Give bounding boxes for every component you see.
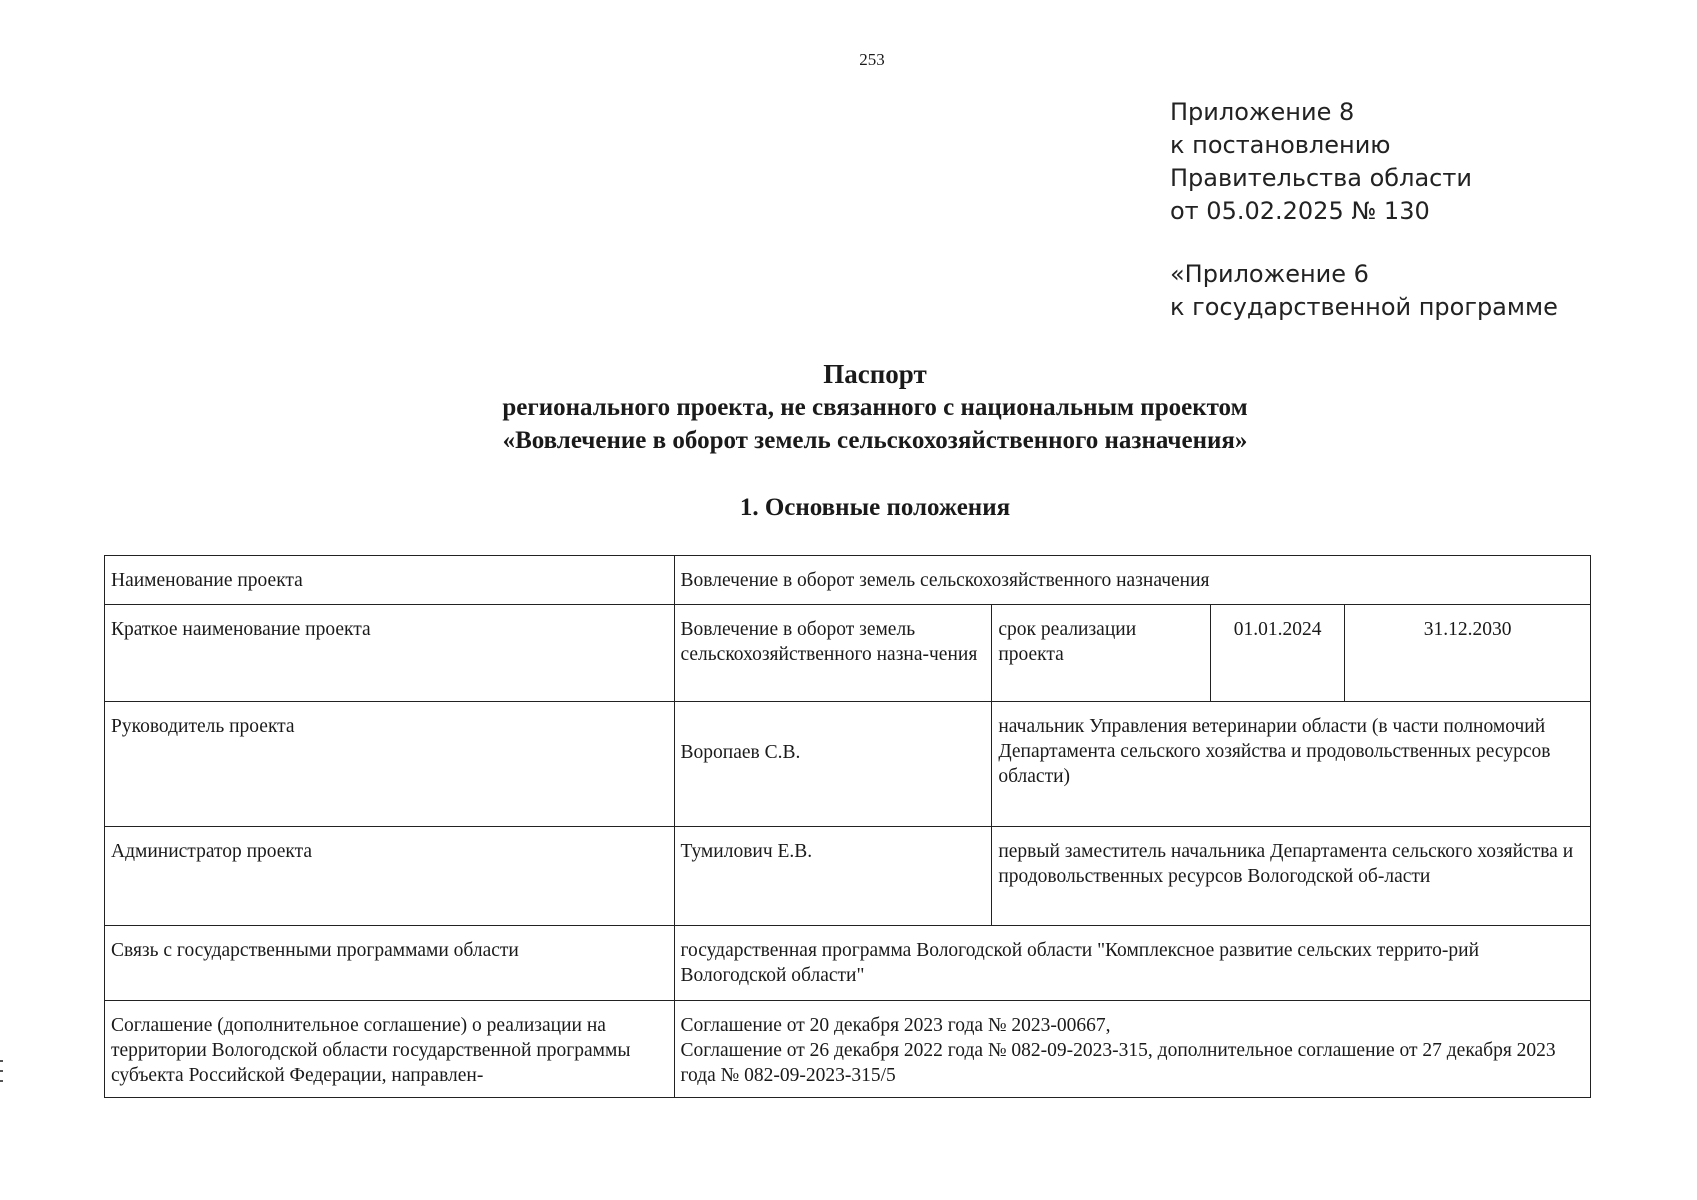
row-label: Руководитель проекта [105, 702, 675, 827]
appendix-line-6: к государственной программе [1170, 293, 1558, 321]
row-label: Краткое наименование проекта [105, 605, 675, 702]
table-row [105, 926, 1591, 1001]
table-row [105, 702, 1591, 827]
program-link-value: государственная программа Вологодской области "Комплексное развитие сельских террито-рий Вологодской области" [674, 926, 1591, 1001]
table-row [105, 605, 1591, 702]
appendix-block [1170, 96, 1558, 324]
passport-table [104, 555, 1591, 1098]
document-title [0, 358, 1697, 457]
term-end: 31.12.2030 [1345, 605, 1591, 702]
title-line-2: регионального проекта, не связанного с национальным проектом [502, 394, 1248, 421]
head-position: начальник Управления ветеринарии области (в части полномочий Департамента сельского хозяйства и продовольственных ресурсов области) [992, 702, 1591, 827]
appendix-line-3: Правительства области [1170, 164, 1472, 192]
admin-position: первый заместитель начальника Департамента сельского хозяйства и продовольственных ресурсов Вологодской об-ласти [992, 827, 1591, 926]
table-row [105, 1001, 1591, 1098]
term-start: 01.01.2024 [1211, 605, 1345, 702]
term-label: срок реализации проекта [992, 605, 1211, 702]
page-number: 253 [859, 50, 885, 69]
title-line-1: Паспорт [823, 359, 927, 389]
short-name-value: Вовлечение в оборот земель сельскохозяйственного назна-чения [674, 605, 992, 702]
table-row [105, 556, 1591, 605]
appendix-line-5: «Приложение 6 [1170, 260, 1369, 288]
table-row [105, 827, 1591, 926]
appendix-line-4: от 05.02.2025 № 130 [1170, 197, 1430, 225]
appendix-line-1: Приложение 8 [1170, 98, 1355, 126]
row-label: Наименование проекта [105, 556, 675, 605]
agreement-value [674, 1001, 1591, 1098]
admin-name: Тумилович Е.В. [674, 827, 992, 926]
row-label: Соглашение (дополнительное соглашение) о реализации на территории Вологодской области государственной программы субъекта Российской Федерации, направлен- [105, 1001, 675, 1098]
appendix-line-2: к постановлению [1170, 131, 1391, 159]
head-name: Воропаев С.В. [674, 702, 992, 827]
agreement-line-1: Соглашение от 20 декабря 2023 года № 2023-00667, [680, 1015, 1111, 1036]
scan-margin-marks [0, 1060, 4, 1090]
section-heading: 1. Основные положения [739, 494, 1011, 521]
title-line-3: «Вовлечение в оборот земель сельскохозяйственного назначения» [502, 427, 1248, 454]
project-name-value: Вовлечение в оборот земель сельскохозяйственного назначения [674, 556, 1591, 605]
row-label: Администратор проекта [105, 827, 675, 926]
agreement-line-2: Соглашение от 26 декабря 2022 года № 082-09-2023-315, дополнительное соглашение от 27 декабря 2023 года № 082-09-2023-315/5 [680, 1040, 1556, 1086]
row-label: Связь с государственными программами области [105, 926, 675, 1001]
